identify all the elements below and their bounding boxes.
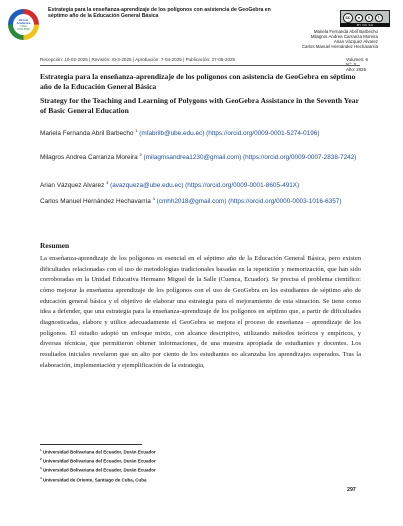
cc-license-label: BY NC SA — [340, 23, 390, 27]
footnote-item — [40, 456, 156, 465]
attribution-icon: ● — [355, 14, 363, 22]
article-title-english: Strategy for the Teaching and Learning of Polygons with GeoGebra Assistance in the Seventh Year of Basic General Education — [40, 96, 359, 115]
author-orcid-link[interactable]: (https://orcid.org/0000-0003-1016-6357) — [228, 198, 342, 206]
header-author: Milagros Andrea Carranza Moreira — [310, 34, 378, 40]
author-name: Mariela Fernanda Abril Barbecho — [40, 130, 134, 138]
author-affiliation-mark: 1 — [135, 128, 138, 133]
footnote-text: Universidad Bolivariana del Ecuador, Durán Ecuador — [42, 467, 156, 473]
author-entry — [40, 179, 362, 191]
footnotes — [40, 447, 156, 484]
logo-text-4: 2765-8600 — [17, 27, 30, 31]
footnote-text: Universidad Bolivariana del Ecuador, Durán Ecuador — [42, 458, 156, 464]
noncommercial-icon: $ — [365, 14, 373, 22]
publication-dates: Recepción: 10-02-2025 | Revisión: r0-3-2025 | Aprobación: 7-04-2025 | Publicación: 27-05-2025 — [40, 57, 236, 62]
header-divider — [40, 65, 360, 66]
footnote-mark: 1 — [40, 448, 42, 452]
author-email-link[interactable]: (avazqueza@ube.edu.ec) — [110, 182, 184, 190]
footnote-divider — [40, 444, 142, 445]
sharealike-icon: ↻ — [375, 14, 383, 22]
author-orcid-link[interactable]: (https://orcid.org/0009-0001-5274-0196) — [206, 130, 320, 138]
header-author: Arian Vázquez Alvarez — [333, 39, 378, 45]
year: Año: 2025 — [346, 67, 367, 73]
author-name: Milagros Andrea Carranza Moreira — [40, 154, 138, 162]
logo-text-2: Académica — [16, 21, 31, 25]
footnote-item — [40, 475, 156, 484]
author-orcid-link[interactable]: (https://orcid.org/0009-0001-8605-491X) — [185, 182, 300, 190]
author-entry — [40, 195, 362, 207]
running-title-line-2: séptimo año de la Educación General Básica — [48, 13, 159, 20]
footnote-mark: 3 — [40, 466, 42, 471]
author-orcid-link[interactable]: (https://orcid.org/0009-0007-2838-7242) — [243, 154, 357, 162]
header-author: Carlos Manuel Hernández Hechavarría — [301, 44, 378, 50]
footnote-item — [40, 447, 156, 456]
author-name: Arian Vázquez Alvarez — [40, 182, 105, 190]
logo-text-3: ISSN — [20, 24, 27, 28]
author-name: Carlos Manuel Hernández Hechavarría — [40, 198, 151, 206]
journal-logo — [8, 9, 39, 40]
abstract-heading: Resumen — [40, 241, 70, 250]
page-number: 297 — [347, 487, 356, 493]
footnote-item — [40, 465, 156, 474]
running-title — [48, 7, 328, 20]
cc-icon: cc — [343, 13, 353, 23]
footnote-mark: 2 — [40, 457, 42, 462]
abstract-text: La enseñanza-aprendizaje de los polígonos es esencial en el séptimo año de la Educación General Básica, pero existen dificultades relacionadas con el uso de metodologías tradicionales basadas en la repetición y memorización, que han sido corroboradas en la Unidad Educativa Hermano Miguel de la Salle (Cuenca, Ecuador). Se precisa el problema científico: cómo mejorar la enseñanza aprendizaje de los polígonos con el uso de GeoGebra en los estudiantes de séptimo año de educación general básica y el objetivo de elaborar una estrategia para el mejoramiento de esta situación. Se tiene como idea a defender, que una estrategia para la enseñanza-aprendizaje de los polígonos en séptimo que, a partir de dificultades diagnosticadas, elabore y utilice adecuadamente el GeoGebra se mejora el proceso de enseñanza – aprendizaje de los polígonos. El estudio adoptó un enfoque mixto, con alcance descriptivo, utilizando métodos teóricos y empíricos, y diversas técnicas, que permitieron obtener informaciones, de una muestra apropiada de estudiantes y docentes. Los resultados iniciales revelaron que un alto por ciento de los estudiantes no alcanzaba los aprendizajes esperados. Tras la elaboración, implementación y ejemplificación de la estrategia, — [40, 255, 361, 369]
footnote-mark: 4 — [40, 475, 42, 480]
logo-text-1: Revista — [18, 18, 29, 22]
journal-logo-center — [13, 14, 34, 35]
author-email-link[interactable]: (cmhh2018@gmail.com) — [156, 198, 227, 206]
author-affiliation-mark: 3 — [106, 180, 109, 185]
author-email-link[interactable]: (milagmsandrea1230@gmail.com) — [143, 154, 242, 162]
footnote-text: Universidad de Oriente, Santiago de Cuba, Cuba — [42, 477, 147, 483]
author-affiliation-mark: 4 — [152, 196, 155, 201]
author-entry — [40, 127, 362, 139]
header-authors — [302, 29, 378, 49]
issue-number: N°: 3 — [346, 62, 356, 68]
author-affiliation-mark: 2 — [139, 152, 142, 157]
header-author: Mariela Fernanda Abril Barbecho — [313, 29, 378, 34]
volume: Volumen: 6 — [346, 57, 368, 62]
article-title-spanish: Estrategia para la enseñanza-aprendizaje de los polígonos con asistencia de GeoGebra en séptimo año de la Educación General Básica — [40, 72, 356, 91]
author-email-link[interactable]: (mfabrilb@ube.edu.ec) — [139, 130, 205, 138]
footnote-text: Universidad Bolivariana del Ecuador, Durán Ecuador — [42, 449, 156, 455]
running-title-line-1: Estrategia para la enseñanza-aprendizaje de los polígonos con asistencia de GeoGebra en — [48, 7, 271, 13]
author-entry — [40, 151, 362, 163]
